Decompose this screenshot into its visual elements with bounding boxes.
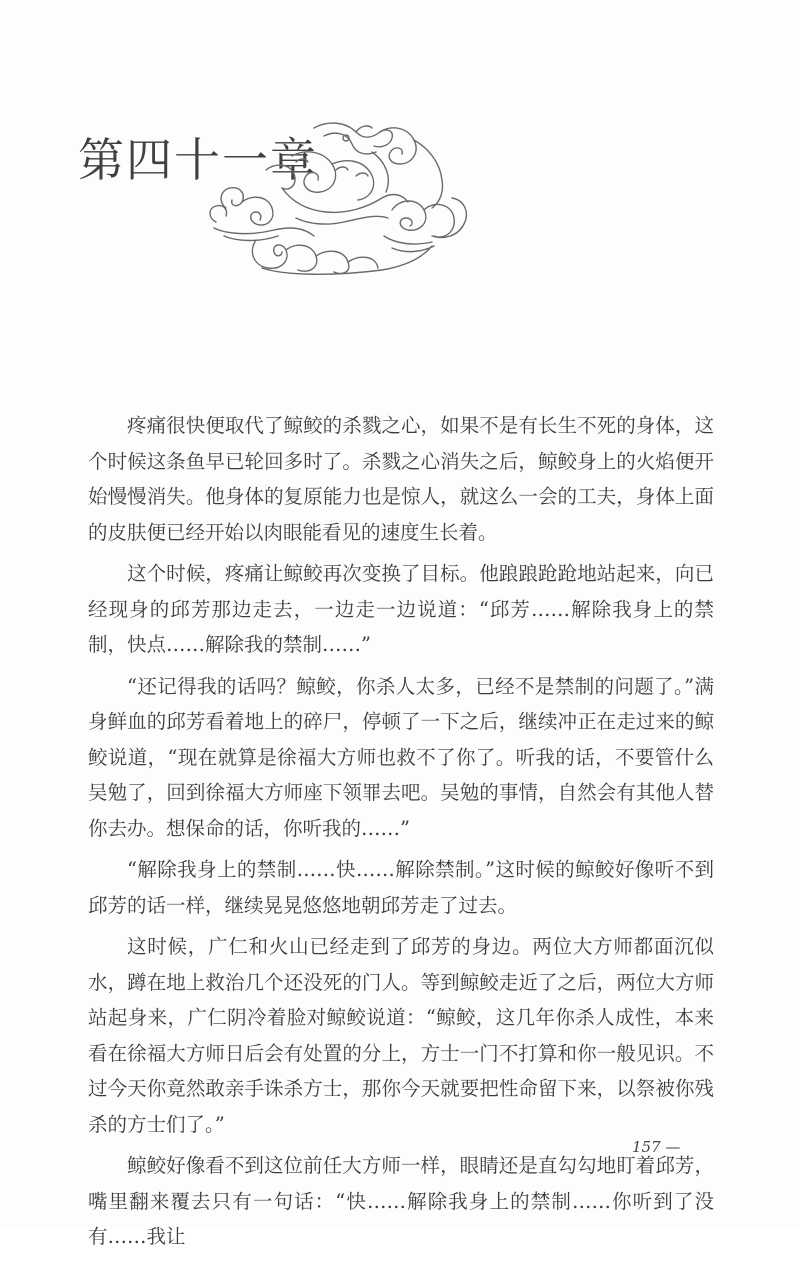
paragraph-6: 鲸鲛好像看不到这位前任大方师一样，眼睛还是直勾勾地盯着邱芳，嘴里翻来覆去只有一句话：“快……解除我身上的禁制……你听到了没有……我让: [88, 1154, 714, 1248]
paragraph-5: 这时候，广仁和火山已经走到了邱芳的身边。两位大方师都面沉似水，蹲在地上救治几个还没死的门人。等到鲸鲛走近了之后，两位大方师站起身来，广仁阴冷着脸对鲸鲛说道：“鲸鲛，这几年你杀人成性，本来看在徐福大方师日后会有处置的分上，方士一门不打算和你一般见识。不过今天你竟然敢亲手诛杀方士，那你今天就要把性命留下来，以祭被你残杀的方士们了。”: [88, 935, 714, 1136]
paragraph-4: “解除我身上的禁制……快……解除禁制。”这时候的鲸鲛好像听不到邱芳的话一样，继续晃晃悠悠地朝邱芳走了过去。: [88, 858, 714, 917]
page-number: 157 —: [632, 1138, 681, 1156]
paragraph-1: 疼痛很快便取代了鲸鲛的杀戮之心，如果不是有长生不死的身体，这个时候这条鱼早已轮回多时了。杀戮之心消失之后，鲸鲛身上的火焰便开始慢慢消失。他身体的复原能力也是惊人，就这么一会的工夫，身体上面的皮肤便已经开始以肉眼能看见的速度生长着。: [88, 414, 714, 544]
chapter-title: 第四十一章: [78, 133, 318, 187]
cloud-dragon-ornament: [196, 118, 486, 278]
paragraph-3: “还记得我的话吗？鲸鲛，你杀人太多，已经不是禁制的问题了。”满身鲜血的邱芳看着地上的碎尸，停顿了一下之后，继续冲正在走过来的鲸鲛说道，“现在就算是徐福大方师也救不了你了。听我的话，不要管什么吴勉了，回到徐福大方师座下领罪去吧。吴勉的事情，自然会有其他人替你去办。想保命的话，你听我的……”: [88, 674, 714, 840]
chapter-body: [88, 408, 714, 1261]
paragraph-2: 这个时候，疼痛让鲸鲛再次变换了目标。他踉踉跄跄地站起来，向已经现身的邱芳那边走去，一边走一边说道：“邱芳……解除我身上的禁制，快点……解除我的禁制……”: [88, 562, 714, 656]
